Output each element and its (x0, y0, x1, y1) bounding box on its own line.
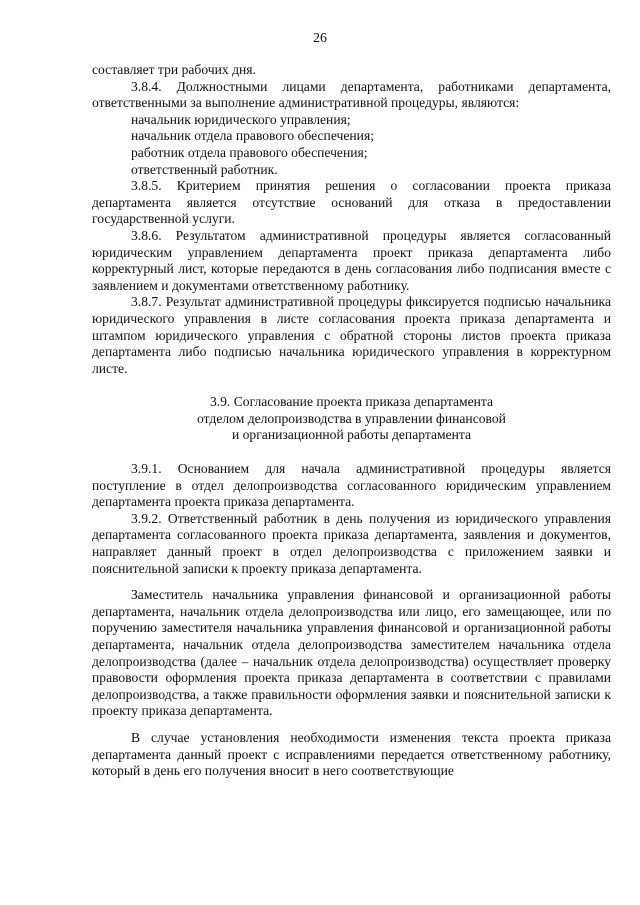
spacer (92, 377, 611, 394)
paragraph-continuation: составляет три рабочих дня. (92, 62, 256, 77)
paragraph-3-9-1: 3.9.1. Основанием для начала административной процедуры является поступление в отдел делопроизводства согласованного юридическим управлением департамента проекта приказа департамента. (92, 461, 611, 510)
paragraph-3-8-5: 3.8.5. Критерием принятия решения о согласовании проекта приказа департамента является отсутствие оснований для отказа в предоставлении государственной услуги. (92, 178, 611, 227)
paragraph-change: В случае установления необходимости изменения текста проекта приказа департамента данный проект с исправлениями передается ответственному работнику, который в день его получения вносит в него соответствующие (92, 729, 611, 779)
list-item: начальник отдела правового обеспечения; (131, 128, 374, 144)
paragraph-3-9-2: 3.9.2. Ответственный работник в день получения из юридического управления департамента согласованного проекта приказа департамента, заявления и документов, направляет данный проект в отдел делопроизводства с приложением заявки и пояснительной записки к проекту приказа департамента. (92, 510, 611, 576)
heading-line: 3.9. Согласование проекта приказа департамента (209, 394, 494, 410)
spacer (92, 577, 611, 587)
section-heading-3-9 (92, 394, 611, 444)
page-number: 26 (313, 31, 327, 46)
paragraph-3-8-4: 3.8.4. Должностными лицами департамента, работниками департамента, ответственными за выполнение административной процедуры, являются: (92, 78, 611, 111)
list-item: ответственный работник. (131, 161, 278, 177)
spacer (92, 720, 611, 730)
paragraph-3-8-7: 3.8.7. Результат административной процедуры фиксируется подписью начальника юридического управления в листе согласования проекта приказа департамента и штампом юридического управления с обратной стороны листов проекта приказа департамента либо подписью начальника юридического управления в корректурном листе. (92, 294, 611, 376)
spacer (92, 444, 611, 461)
heading-line: и организационной работы департамента (231, 427, 472, 443)
paragraph-3-8-6: 3.8.6. Результатом административной процедуры является согласованный юридическим управлением департамента проект приказа департамента либо корректурный лист, которые передаются в день согласования либо подписания вместе с заявлением и документами ответственному работнику. (92, 227, 611, 293)
list-item: начальник юридического управления; (131, 111, 351, 127)
officials-list (92, 112, 611, 178)
heading-line: отделом делопроизводства в управлении финансовой (197, 410, 506, 426)
document-body (92, 62, 611, 780)
paragraph-deputy: Заместитель начальника управления финансовой и организационной работы департамента, начальник отдела делопроизводства или лицо, его замещающее, или по поручению заместителя начальника управления финансовой и организационной работы департамента, начальник отдела делопроизводства заместителем начальника отдела делопроизводства (далее – начальник отдела делопроизводства) осуществляет проверку правовости оформления проекта приказа департамента в соответствии с правилами делопроизводства, а также правильности оформления заявки и пояснительной записки к проекту приказа департамента. (92, 587, 611, 719)
list-item: работник отдела правового обеспечения; (131, 144, 368, 160)
